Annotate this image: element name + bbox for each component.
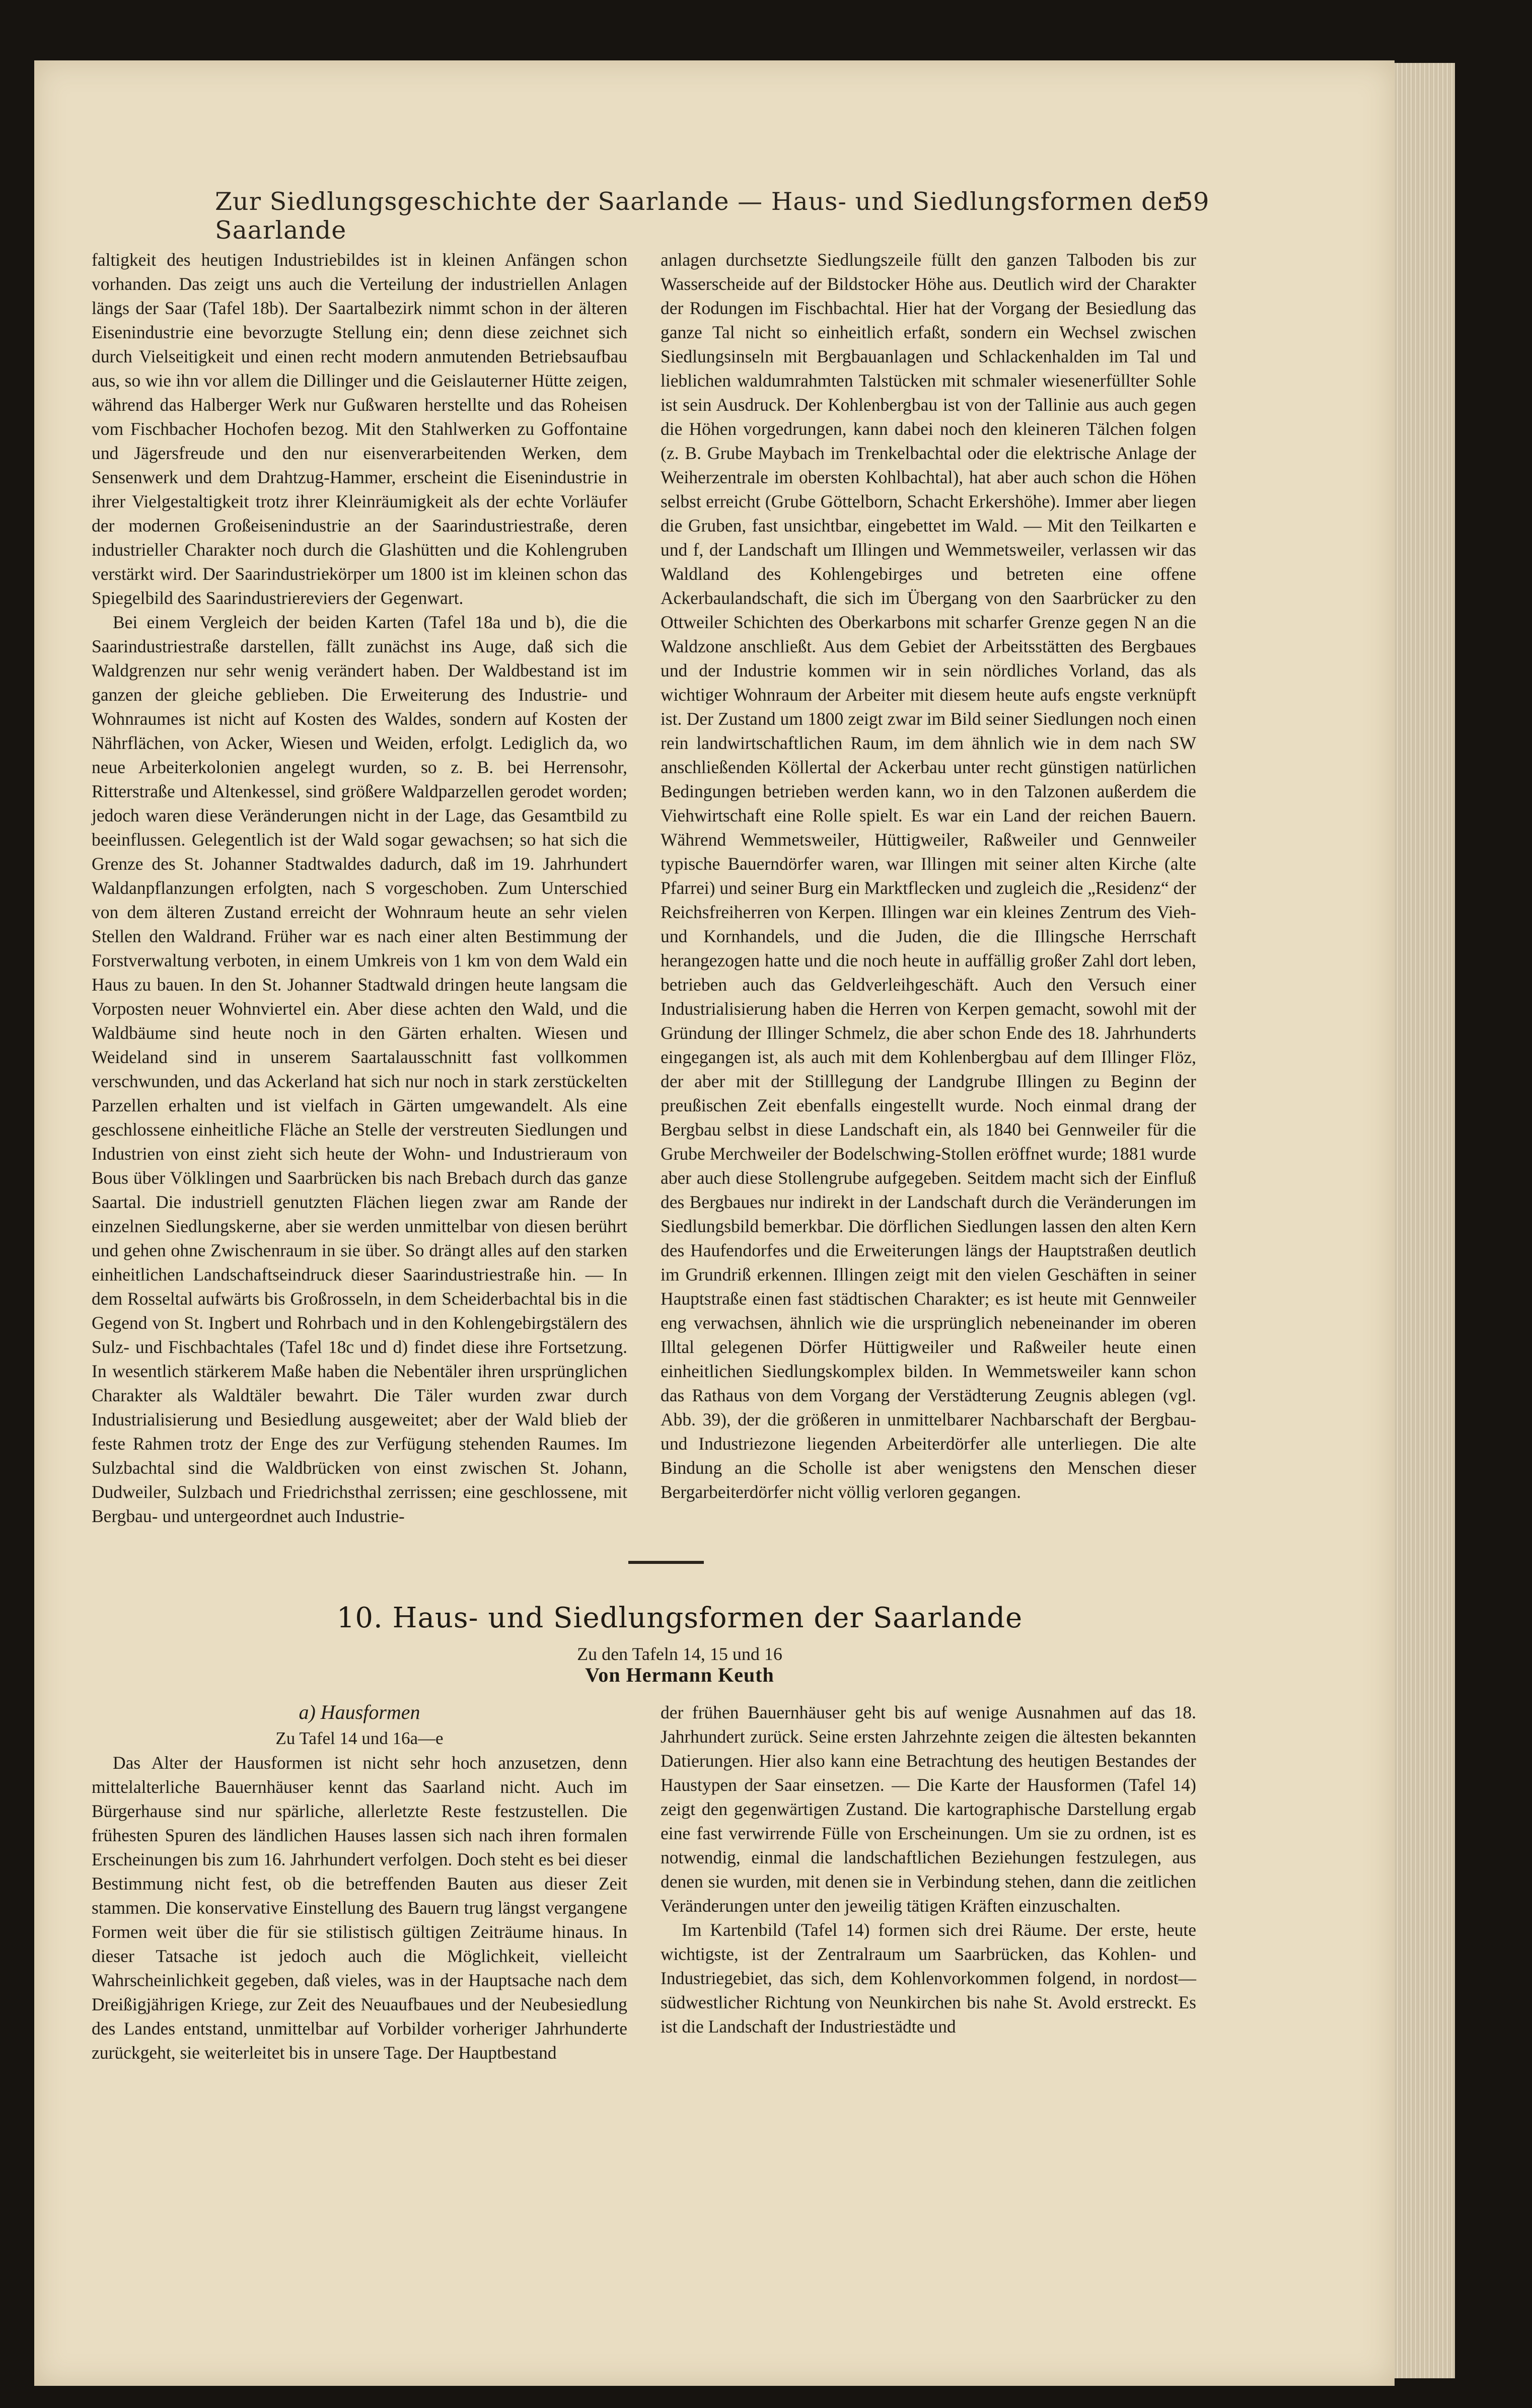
paragraph: Im Kartenbild (Tafel 14) formen sich drei Räume. Der erste, heute wichtigste, ist der Zentralraum um Saarbrücken, das Kohlen- und Industriegebiet, das sich, dem Kohlenvorkommen folgend, in nordost—südwestlicher Richtung von Neunkirchen bis nahe St. Avold erstreckt. Es ist die Landschaft der Industriestädte und (661, 1920, 1196, 2037)
paragraph: der frühen Bauernhäuser geht bis auf wenige Ausnahmen auf das 18. Jahrhundert zurück. Seine ersten Jahrzehnte zeigen die ältesten bekannten Datierungen. Hier also kann eine Betrachtung des heutigen Bestandes der Haustypen der Saar einsetzen. — Die Karte der Hausformen (Tafel 14) zeigt den gegenwärtigen Zustand. Die kartographische Darstellung ergab eine fast verwirrende Fülle von Erscheinungen. Um sie zu ordnen, ist es notwendig, einmal die landschaftlichen Beziehungen festzulegen, aus denen sie wurden, mit denen sie in Verbindung stehen, dann die zeitlichen Veränderungen unter den jeweilig tätigen Kräften einzuschalten. (661, 1702, 1196, 1916)
page-edges (1395, 63, 1455, 2378)
section-subheading: Zu den Tafeln 14, 15 und 16 (577, 1644, 782, 1664)
subsection-reference: Zu Tafel 14 und 16a—e (275, 1728, 444, 1748)
paragraph: faltigkeit des heutigen Industriebildes ist in kleinen Anfängen schon vorhanden. Das zeigt uns auch die Verteilung der industriellen Anlagen längs der Saar (Tafel 18b). Der Saartalbezirk nimmt schon in der älteren Eisenindustrie eine bevorzugte Stellung ein; denn diese zeichnet sich durch Vielseitigkeit und einen recht modern anmutenden Betriebsaufbau aus, so wie ihn vor allem die Dillinger und die Geislauterner Hütte zeigen, während das Halberger Werk nur Gußwaren herstellte und das Roheisen vom Fischbacher Hochofen bezog. Mit den Stahlwerken zu Goffontaine und Jägersfreude und den nur eisenverarbeitenden Werken, dem Sensenwerk und dem Drahtzug-Hammer, erscheint die Eisenindustrie in ihrer Vielgestaltigkeit trotz ihrer Kleinräumigkeit als der echte Vorläufer der modernen Großeisenindustrie an der Saarindustriestraße, deren industrieller Charakter noch durch die Glashütten und die Kohlengruben verstärkt wird. Der Saarindustriekörper um 1800 ist im kleinen schon das Spiegelbild des Saarindustriereviers der Gegenwart. (92, 250, 627, 608)
section-heading: 10. Haus- und Siedlungsformen der Saarlande (336, 1602, 1023, 1634)
upper-right-column (661, 248, 1196, 1504)
paragraph: anlagen durchsetzte Siedlungszeile füllt den ganzen Talboden bis zur Wasserscheide auf der Bildstocker Höhe aus. Deutlich wird der Charakter der Rodungen im Fischbachtal. Hier hat der Vorgang der Besiedlung das ganze Tal nicht so einheitlich erfaßt, sondern ein Wechsel zwischen Siedlungsinseln mit Bergbauanlagen und Schlackenhalden im Tal und lieblichen waldumrahmten Talstücken mit schmaler wiesenerfüllter Sohle ist sein Ausdruck. Der Kohlenbergbau ist von der Tallinie aus auch gegen die Höhen vorgedrungen, kann dabei noch den kleineren Tälchen folgen (z. B. Grube Maybach im Trenkelbachtal oder die elektrische Anlage der Weiherzentrale im obersten Kohlbachtal), hat aber auch schon die Höhen selbst erreicht (Grube Göttelborn, Schacht Erkershöhe). Immer aber liegen die Gruben, fast unsichtbar, eingebettet im Wald. — Mit den Teilkarten e und f, der Landschaft um Illingen und Wemmetsweiler, verlassen wir das Waldland des Kohlengebirges und betreten eine offene Ackerbaulandschaft, die sich im Übergang von den Saarbrücker zu den Ottweiler Schichten des Oberkarbons mit scharfer Grenze gegen N an die Waldzone anschließt. Aus dem Gebiet der Arbeitsstätten des Bergbaues und der Industrie kommen wir in sein nördliches Vorland, das als wichtiger Wohnraum der Arbeiter mit diesem heute aufs engste verknüpft ist. Der Zustand um 1800 zeigt zwar im Bild seiner Siedlungen noch einen rein landwirtschaftlichen Raum, im dem ähnlich wie in dem nach SW anschließenden Köllertal der Ackerbau unter recht günstigen natürlichen Bedingungen betrieben werden kann, wo in den Talzonen außerdem die Viehwirtschaft eine Rolle spielt. Es war ein Land der reichen Bauern. Während Wemmetsweiler, Hüttigweiler, Raßweiler und Gennweiler typische Bauerndörfer waren, war Illingen mit seiner alten Kirche (alte Pfarrei) und seiner Burg ein Marktflecken und zugleich die „Residenz“ der Reichsfreiherren von Kerpen. Illingen war ein kleines Zentrum des Vieh- und Kornhandels, und die Juden, die die Illingsche Herrschaft herangezogen hatte und die noch heute in auffällig großer Zahl dort leben, betrieben auch das Geldverleihgeschäft. Auch den Versuch einer Industrialisierung haben die Herren von Kerpen gemacht, sowohl mit der Gründung der Illinger Schmelz, die aber schon Ende des 18. Jahrhunderts eingegangen ist, als auch mit dem Kohlenbergbau auf dem Illinger Flöz, der aber mit der Stilllegung der Landgrube Illingen zu Beginn der preußischen Zeit ebenfalls eingestellt wurde. Noch einmal drang der Bergbau selbst in diese Landschaft ein, als 1840 bei Gennweiler für die Grube Merchweiler der Bodelschwing-Stollen eröffnet wurde; 1881 wurde aber auch diese Stollengrube aufgegeben. Seitdem macht sich der Einfluß des Bergbaues nur indirekt in der Landschaft durch die Veränderungen im Siedlungsbild bemerkbar. Die dörflichen Siedlungen lassen den alten Kern des Haufendorfes und die Erweiterungen längs der Hauptstraßen deutlich im Grundriß erkennen. Illingen zeigt mit den vielen Geschäften in seiner Hauptstraße einen fast städtischen Charakter; es ist heute mit Gennweiler eng verwachsen, ähnlich wie die ursprünglich nebeneinander im oberen Illtal gelegenen Dörfer Hüttigweiler und Raßweiler heute einen einheitlichen Siedlungskomplex bilden. In Wemmetsweiler kann schon das Rathaus von dem Vorgang der Verstädterung Zeugnis ablegen (vgl. Abb. 39), der die größeren in unmittelbarer Nachbarschaft der Bergbau- und Industriezone liegenden Arbeiterdörfer alle unterliegen. Die alte Bindung an die Scholle ist aber wenigstens den Menschen dieser Bergarbeiterdörfer nicht völlig verloren gegangen. (661, 250, 1196, 1502)
subsection-title: a) Hausformen (299, 1701, 420, 1723)
section-right-column (661, 1700, 1196, 2039)
paragraph: Bei einem Vergleich der beiden Karten (Tafel 18a und b), die die Saarindustriestraße darstellen, fällt zunächst ins Auge, daß sich die Waldgrenzen nur sehr wenig verändert haben. Der Waldbestand ist im ganzen der gleiche geblieben. Die Erweiterung des Industrie- und Wohnraumes ist nicht auf Kosten des Waldes, sondern auf Kosten der Nährflächen, von Acker, Wiesen und Weiden, erfolgt. Lediglich da, wo neue Arbeiterkolonien angelegt wurden, so z. B. bei Herrensohr, Ritterstraße und Altenkessel, sind größere Waldparzellen gerodet worden; jedoch waren diese Veränderungen nicht in der Lage, das Gesamtbild zu beeinflussen. Gelegentlich ist der Wald sogar gewachsen; so hat sich die Grenze des St. Johanner Stadtwaldes dadurch, daß im 19. Jahrhundert Waldanpflanzungen erfolgten, nach S vorgeschoben. Zum Unterschied von dem älteren Zustand erreicht der Wohnraum heute an sehr vielen Stellen den Waldrand. Früher war es nach einer alten Bestimmung der Forstverwaltung verboten, in einem Umkreis von 1 km von dem Wald ein Haus zu bauen. In den St. Johanner Stadtwald dringen heute langsam die Vorposten neuer Wohnviertel ein. Aber diese achten den Wald, und die Waldbäume sind heute noch in den Gärten erhalten. Wiesen und Weideland sind in unserem Saartalausschnitt fast vollkommen verschwunden, und das Ackerland hat sich nur noch in stark zerstückelten Parzellen erhalten und ist vielfach in Gärten umgewandelt. Als eine geschlossene einheitliche Fläche an Stelle der verstreuten Siedlungen und Industrien von einst zieht sich heute der Wohn- und Industrieraum von Bous über Völklingen und Saarbrücken bis nach Brebach durch das ganze Saartal. Die industriell genutzten Flächen liegen zwar am Rande der einzelnen Siedlungskerne, aber sie werden unmittelbar von diesen berührt und gehen ohne Zwischenraum in sie über. So drängt alles auf den starken einheitlichen Landschaftseindruck dieser Saarindustriestraße hin. — In dem Rosseltal aufwärts bis Großrosseln, in dem Scheiderbachtal bis in die Gegend von St. Ingbert und Rohrbach und in den Kohlengebirgstälern des Sulz- und Fischbachtales (Tafel 18c und d) findet diese ihre Fortsetzung. In wesentlich stärkerem Maße haben die Nebentäler ihren ursprünglichen Charakter als Waldtäler bewahrt. Die Täler wurden zwar durch Industrialisierung und Besiedlung ausgeweitet; aber der Wald blieb der feste Rahmen trotz der Enge des zur Verfügung stehenden Raumes. Im Sulzbachtal sind die Waldbrücken von einst zwischen St. Johann, Dudweiler, Sulzbach und Friedrichsthal zerrissen; eine geschlossene, mit Bergbau- und untergeordnet auch Industrie- (92, 612, 627, 1526)
running-title: Zur Siedlungsgeschichte der Saarlande — Haus- und Siedlungsformen der Saarlande (215, 187, 1185, 245)
section-left-column (92, 1700, 627, 2065)
section-divider (628, 1561, 704, 1564)
paragraph: Das Alter der Hausformen ist nicht sehr hoch anzusetzen, denn mittelalterliche Bauernhäuser kennt das Saarland nicht. Auch im Bürgerhause sind nur spärliche, allerletzte Reste festzustellen. Die frühesten Spuren des ländlichen Hauses lassen sich nach ihren formalen Erscheinungen bis zum 16. Jahrhundert verfolgen. Doch steht es bei dieser Bestimmung nicht fest, ob die betreffenden Bauten aus dieser Zeit stammen. Die konservative Einstellung des Bauern trug längst vergangene Formen weit über die für sie stilistisch gültigen Zeiträume hinaus. In dieser Tatsache ist jedoch auch die Möglichkeit, vielleicht Wahrscheinlichkeit gegeben, daß vieles, was in der Hauptsache nach dem Dreißigjährigen Kriege, zur Zeit des Neuaufbaues und der Neubesiedlung des Landes entstand, unmittelbar auf Vorbilder vorheriger Jahrhunderte zurückgeht, sie weiterleitet bis in unsere Tage. Der Hauptbestand (92, 1753, 627, 2063)
section-author: Von Hermann Keuth (585, 1664, 774, 1686)
page-number: 59 (1177, 187, 1209, 216)
upper-left-column (92, 248, 627, 1528)
